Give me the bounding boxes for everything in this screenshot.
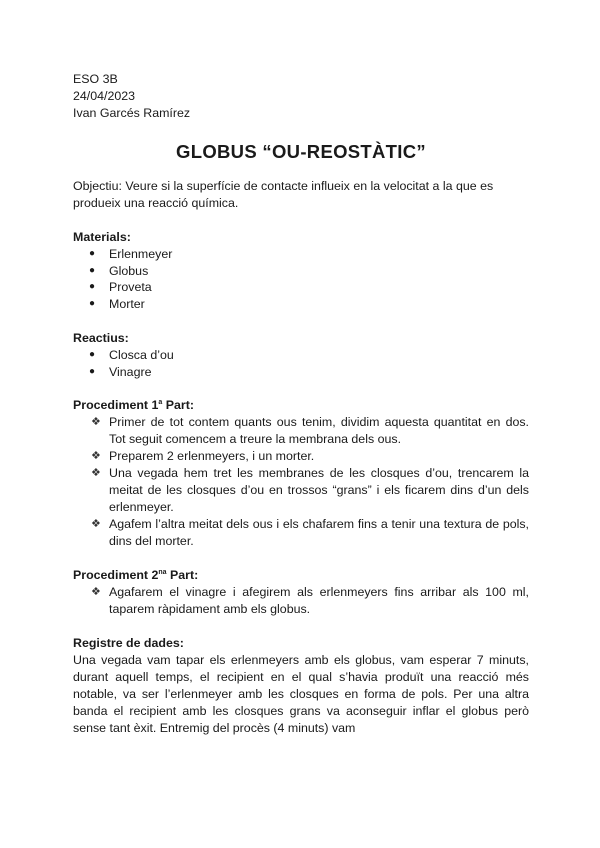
list-item: ❖ Agafarem el vinagre i afegirem als erlenmeyers fins arribar als 100 ml, taparem ràpidament amb els globus.	[91, 585, 529, 617]
page-title: GLOBUS “OU-REOSTÀTIC”	[176, 141, 426, 162]
materials-list	[73, 246, 529, 313]
black-circle-icon: ●	[89, 264, 96, 276]
list-item: ● Morter	[89, 297, 145, 312]
four-diamond-icon: ❖	[91, 467, 101, 480]
list-item: ● Globus	[89, 263, 149, 278]
list-item: ● Proveta	[89, 280, 152, 295]
procediment-1-heading: Procediment 1$^a$ Part:	[73, 398, 194, 413]
four-diamond-icon: ❖	[91, 450, 101, 463]
date-label: 24/04/2023	[73, 89, 136, 103]
black-circle-icon: ●	[89, 281, 96, 293]
four-diamond-icon: ❖	[91, 416, 101, 429]
black-circle-icon: ●	[89, 365, 96, 377]
registre-heading: Registre de dades:	[73, 636, 184, 651]
reactius-list	[73, 347, 529, 380]
black-circle-icon: ●	[89, 248, 96, 259]
black-circle-icon: ●	[89, 348, 96, 360]
list-item: ❖ Una vegada hem tret les membranes de les closques d’ou, trencarem la meitat de les closques d’ou en trossos “grans” i els ficarem dins d’un dels erlenmeyer.	[91, 466, 529, 515]
black-circle-icon: ●	[89, 298, 96, 310]
list-item: ● Erlenmeyer	[89, 247, 173, 261]
list-item: ● Vinagre	[89, 364, 152, 379]
materials-heading: Materials:	[73, 230, 131, 244]
procediment-2-heading: Procediment $2^{na}$ Part:	[73, 568, 199, 583]
list-item: ❖ Primer de tot contem quants ous tenim, dividim aquesta quantitat en dos. Tot seguit comencem a treure la membrana dels ous.	[91, 415, 529, 447]
procediment-2-steps	[73, 584, 529, 618]
author-label: Ivan Garcés Ramírez	[73, 106, 191, 120]
list-item: ● Closca d’ou	[89, 347, 174, 362]
list-item: ❖ Preparem 2 erlenmeyers, i un morter.	[91, 449, 315, 464]
objective-text: Objectiu: Veure si la superfície de contacte influeix en la velocitat a la que es produeix una reacció química.	[73, 179, 494, 210]
four-diamond-icon: ❖	[91, 586, 101, 599]
registre-text: Una vegada vam tapar els erlenmeyers amb els globus, vam esperar 7 minuts, durant aquell temps, el recipient en el qual s’havia produït una reacció més notable, va ser l’erlenmeyer amb les closques en forma de pols. Per una altra banda el recipient amb les closques grans va aconseguir inflar el globus però sense tant èxit. Entremig del procès (4 minuts) vam	[73, 653, 529, 736]
course-label: ESO 3B	[73, 72, 118, 86]
reactius-heading: Reactius:	[73, 330, 129, 345]
four-diamond-icon: ❖	[91, 518, 101, 531]
procediment-1-steps	[73, 414, 529, 550]
list-item: ❖ Agafem l’altra meitat dels ous i els chafarem fins a tenir una textura de pols, dins del morter.	[91, 517, 529, 549]
document-page	[73, 71, 529, 737]
